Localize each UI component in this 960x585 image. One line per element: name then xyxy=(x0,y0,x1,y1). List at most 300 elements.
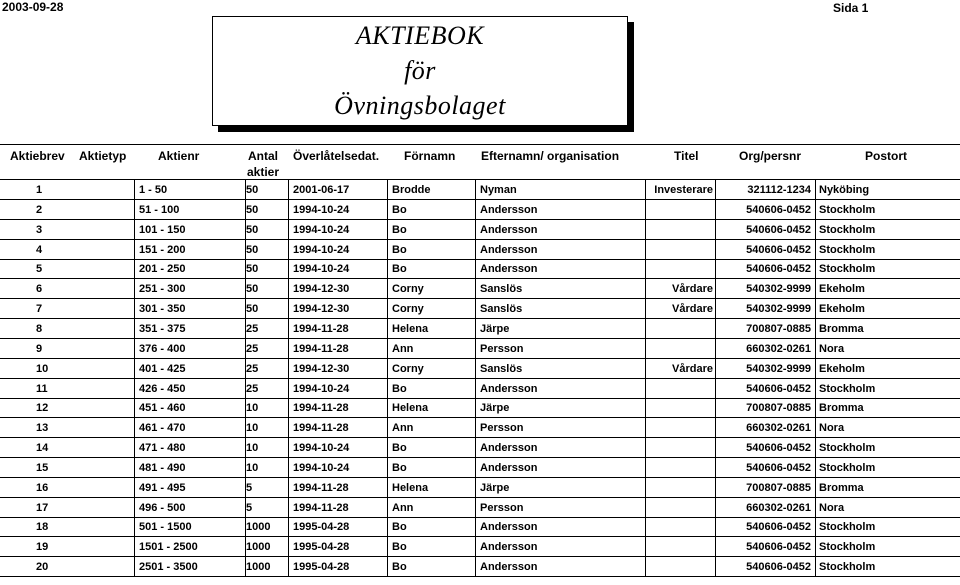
cell-antal: 10 xyxy=(246,461,259,474)
column-rule xyxy=(645,240,646,260)
cell-postort: Nora xyxy=(819,501,845,514)
cell-aktiebrev: 14 xyxy=(36,442,49,455)
cell-datum: 1994-11-28 xyxy=(293,422,349,435)
column-rule xyxy=(815,279,816,299)
column-rule xyxy=(815,240,816,260)
cell-aktienr: 426 - 450 xyxy=(139,382,186,395)
column-rule xyxy=(245,418,246,438)
cell-datum: 1994-11-28 xyxy=(293,322,349,335)
cell-orgnr: 540606-0452 xyxy=(746,382,811,395)
column-rule xyxy=(715,359,716,379)
cell-aktienr: 251 - 300 xyxy=(139,283,186,296)
column-rule xyxy=(245,458,246,478)
col-efternamn: Efternamn/ organisation xyxy=(481,149,620,163)
cell-efternamn: Järpe xyxy=(480,322,510,335)
cell-orgnr: 540606-0452 xyxy=(746,541,811,554)
column-rule xyxy=(245,478,246,498)
column-rule xyxy=(387,498,388,518)
cell-datum: 1994-10-24 xyxy=(293,243,350,256)
cell-fornamn: Bo xyxy=(392,442,407,455)
cell-efternamn: Sanslös xyxy=(480,303,523,316)
cell-aktiebrev: 8 xyxy=(36,322,43,335)
column-rule xyxy=(288,478,289,498)
column-rule xyxy=(387,557,388,577)
cell-orgnr: 660302-0261 xyxy=(746,342,811,355)
cell-aktienr: 461 - 470 xyxy=(139,422,186,435)
cell-antal: 1000 xyxy=(246,541,271,554)
col-overlatelsedat: Överlåtelsedat. xyxy=(293,149,380,163)
cell-efternamn: Sanslös xyxy=(480,362,523,375)
header-bottom-rule xyxy=(0,179,960,180)
row-rule xyxy=(0,239,960,240)
cell-orgnr: 540606-0452 xyxy=(746,561,811,574)
cell-datum: 1994-10-24 xyxy=(293,263,350,276)
cell-titel: Vårdare xyxy=(672,283,713,296)
column-rule xyxy=(715,478,716,498)
column-rule xyxy=(715,220,716,240)
cell-orgnr: 660302-0261 xyxy=(746,501,811,514)
cell-aktienr: 301 - 350 xyxy=(139,303,186,316)
cell-antal: 1000 xyxy=(246,561,271,574)
column-rule xyxy=(288,180,289,200)
column-rule xyxy=(134,200,135,220)
column-rule xyxy=(815,259,816,279)
col-aktienr: Aktienr xyxy=(158,149,200,163)
cell-fornamn: Corny xyxy=(392,362,424,375)
column-rule xyxy=(387,299,388,319)
cell-efternamn: Andersson xyxy=(480,382,538,395)
cell-postort: Ekeholm xyxy=(819,303,865,316)
row-rule xyxy=(0,576,960,577)
cell-postort: Bromma xyxy=(819,481,864,494)
column-rule xyxy=(815,537,816,557)
column-rule xyxy=(288,259,289,279)
cell-datum: 1994-10-24 xyxy=(293,442,350,455)
column-rule xyxy=(645,180,646,200)
cell-postort: Bromma xyxy=(819,322,864,335)
column-rule xyxy=(645,220,646,240)
cell-postort: Stockholm xyxy=(819,203,876,216)
cell-aktienr: 376 - 400 xyxy=(139,342,186,355)
column-rule xyxy=(288,557,289,577)
cell-antal: 10 xyxy=(246,422,259,435)
column-rule xyxy=(387,537,388,557)
cell-efternamn: Andersson xyxy=(480,442,538,455)
cell-postort: Bromma xyxy=(819,402,864,415)
column-rule xyxy=(475,299,476,319)
cell-orgnr: 540606-0452 xyxy=(746,521,811,534)
column-rule xyxy=(245,279,246,299)
column-rule xyxy=(288,418,289,438)
cell-aktienr: 401 - 425 xyxy=(139,362,186,375)
row-rule xyxy=(0,556,960,557)
column-rule xyxy=(387,259,388,279)
column-rule xyxy=(387,279,388,299)
cell-orgnr: 540302-9999 xyxy=(746,362,811,375)
column-rule xyxy=(245,438,246,458)
column-rule xyxy=(475,339,476,359)
col-antal-aktier xyxy=(240,148,286,180)
column-rule xyxy=(815,379,816,399)
cell-aktiebrev: 7 xyxy=(36,303,43,316)
column-rule xyxy=(387,359,388,379)
row-rule xyxy=(0,298,960,299)
row-rule xyxy=(0,338,960,339)
cell-orgnr: 700807-0885 xyxy=(746,322,811,335)
cell-orgnr: 660302-0261 xyxy=(746,422,811,435)
cell-fornamn: Bo xyxy=(392,382,407,395)
column-rule xyxy=(134,458,135,478)
cell-aktiebrev: 10 xyxy=(36,362,49,375)
column-rule xyxy=(715,240,716,260)
column-rule xyxy=(245,517,246,537)
column-rule xyxy=(475,498,476,518)
column-rule xyxy=(645,359,646,379)
cell-fornamn: Brodde xyxy=(392,184,431,196)
cell-aktiebrev: 6 xyxy=(36,283,43,296)
column-rule xyxy=(288,240,289,260)
cell-fornamn: Ann xyxy=(392,422,414,435)
cell-aktienr: 201 - 250 xyxy=(139,263,186,276)
column-rule xyxy=(288,498,289,518)
column-rule xyxy=(134,299,135,319)
cell-orgnr: 540606-0452 xyxy=(746,223,811,236)
cell-aktiebrev: 18 xyxy=(36,521,49,534)
cell-antal: 1000 xyxy=(246,521,271,534)
column-rule xyxy=(387,220,388,240)
column-rule xyxy=(645,279,646,299)
column-rule xyxy=(815,517,816,537)
cell-efternamn: Persson xyxy=(480,342,524,355)
cell-aktiebrev: 19 xyxy=(36,541,49,554)
column-rule xyxy=(815,359,816,379)
cell-aktienr: 1501 - 2500 xyxy=(139,541,198,554)
cell-datum: 1995-04-28 xyxy=(293,561,350,574)
cell-aktiebrev: 3 xyxy=(36,223,43,236)
cell-antal: 50 xyxy=(246,283,259,296)
column-rule xyxy=(475,359,476,379)
column-rule xyxy=(475,220,476,240)
column-rule xyxy=(134,379,135,399)
column-rule xyxy=(815,220,816,240)
cell-fornamn: Bo xyxy=(392,223,407,236)
column-rule xyxy=(815,438,816,458)
cell-datum: 1994-11-28 xyxy=(293,402,349,415)
column-rule xyxy=(815,200,816,220)
cell-orgnr: 700807-0885 xyxy=(746,481,811,494)
col-titel: Titel xyxy=(674,149,699,163)
cell-fornamn: Bo xyxy=(392,263,407,276)
column-rule xyxy=(134,339,135,359)
column-rule xyxy=(245,319,246,339)
column-rule xyxy=(815,299,816,319)
column-rule xyxy=(645,478,646,498)
cell-fornamn: Corny xyxy=(392,283,424,296)
cell-aktiebrev: 13 xyxy=(36,422,49,435)
column-rule xyxy=(475,379,476,399)
column-rule xyxy=(475,279,476,299)
column-rule xyxy=(715,200,716,220)
column-rule xyxy=(134,359,135,379)
cell-fornamn: Helena xyxy=(392,402,429,415)
column-rule xyxy=(387,478,388,498)
cell-aktienr: 351 - 375 xyxy=(139,322,186,335)
cell-antal: 25 xyxy=(246,342,259,355)
cell-antal: 5 xyxy=(246,481,253,494)
cell-titel: Vårdare xyxy=(672,362,713,375)
row-rule xyxy=(0,278,960,279)
column-rule xyxy=(645,200,646,220)
cell-datum: 1994-10-24 xyxy=(293,223,350,236)
column-rule xyxy=(134,319,135,339)
column-rule xyxy=(715,279,716,299)
cell-datum: 1994-11-28 xyxy=(293,501,349,514)
column-rule xyxy=(645,398,646,418)
column-rule xyxy=(475,557,476,577)
cell-aktiebrev: 11 xyxy=(36,382,48,395)
column-rule xyxy=(645,557,646,577)
column-rule xyxy=(387,438,388,458)
cell-postort: Nora xyxy=(819,342,845,355)
column-rule xyxy=(134,478,135,498)
column-rule xyxy=(645,537,646,557)
cell-postort: Stockholm xyxy=(819,223,876,236)
row-rule xyxy=(0,457,960,458)
column-rule xyxy=(815,398,816,418)
cell-orgnr: 540606-0452 xyxy=(746,203,811,216)
cell-antal: 50 xyxy=(246,184,259,196)
cell-efternamn: Andersson xyxy=(480,223,538,236)
column-rule xyxy=(475,418,476,438)
column-rule xyxy=(815,319,816,339)
column-rule xyxy=(645,379,646,399)
cell-fornamn: Bo xyxy=(392,561,407,574)
column-rule xyxy=(715,339,716,359)
cell-postort: Ekeholm xyxy=(819,283,865,296)
cell-postort: Stockholm xyxy=(819,442,876,455)
cell-efternamn: Andersson xyxy=(480,263,538,276)
row-rule xyxy=(0,517,960,518)
cell-efternamn: Sanslös xyxy=(480,283,523,296)
column-rule xyxy=(387,180,388,200)
row-rule xyxy=(0,417,960,418)
cell-aktienr: 481 - 490 xyxy=(139,461,186,474)
cell-orgnr: 540606-0452 xyxy=(746,243,811,256)
cell-datum: 1994-12-30 xyxy=(293,303,350,316)
column-rule xyxy=(245,299,246,319)
cell-antal: 25 xyxy=(246,382,259,395)
cell-antal: 50 xyxy=(246,243,259,256)
row-rule xyxy=(0,219,960,220)
cell-aktienr: 496 - 500 xyxy=(139,501,186,514)
cell-antal: 50 xyxy=(246,223,259,236)
column-rule xyxy=(715,398,716,418)
cell-aktienr: 151 - 200 xyxy=(139,243,186,256)
title-line-2: för xyxy=(404,56,436,85)
column-rule xyxy=(387,398,388,418)
cell-aktienr: 451 - 460 xyxy=(139,402,186,415)
column-rule xyxy=(245,220,246,240)
cell-aktienr: 2501 - 3500 xyxy=(139,561,198,574)
col-fornamn: Förnamn xyxy=(404,149,456,163)
column-rule xyxy=(475,478,476,498)
cell-efternamn: Järpe xyxy=(480,481,510,494)
cell-antal: 50 xyxy=(246,263,259,276)
column-rule xyxy=(645,458,646,478)
cell-orgnr: 540302-9999 xyxy=(746,283,811,296)
title-line-3: Övningsbolaget xyxy=(334,91,506,120)
column-rule xyxy=(475,259,476,279)
cell-antal: 5 xyxy=(246,501,253,514)
cell-fornamn: Helena xyxy=(392,481,429,494)
row-rule xyxy=(0,437,960,438)
cell-antal: 10 xyxy=(246,442,259,455)
cell-aktiebrev: 5 xyxy=(36,263,43,276)
column-rule xyxy=(134,557,135,577)
col-antal-line2: aktier xyxy=(246,165,280,179)
cell-fornamn: Bo xyxy=(392,203,407,216)
column-rule xyxy=(475,319,476,339)
cell-efternamn: Andersson xyxy=(480,521,538,534)
cell-antal: 25 xyxy=(246,322,259,335)
column-rule xyxy=(475,517,476,537)
column-rule xyxy=(288,299,289,319)
col-postort: Postort xyxy=(865,149,907,163)
cell-postort: Stockholm xyxy=(819,521,876,534)
column-rule xyxy=(245,557,246,577)
cell-efternamn: Andersson xyxy=(480,561,538,574)
column-rule xyxy=(134,498,135,518)
column-rule xyxy=(645,299,646,319)
title-box xyxy=(212,16,628,126)
column-rule xyxy=(134,438,135,458)
column-rule xyxy=(475,438,476,458)
cell-efternamn: Andersson xyxy=(480,541,538,554)
cell-orgnr: 700807-0885 xyxy=(746,402,811,415)
cell-datum: 2001-06-17 xyxy=(293,184,350,196)
column-rule xyxy=(245,537,246,557)
report-date: 2003-09-28 xyxy=(2,0,64,14)
column-rule xyxy=(387,339,388,359)
column-rule xyxy=(134,259,135,279)
column-rule xyxy=(245,398,246,418)
column-rule xyxy=(134,517,135,537)
column-rule xyxy=(387,418,388,438)
cell-aktiebrev: 4 xyxy=(36,243,43,256)
column-rule xyxy=(715,259,716,279)
column-rule xyxy=(288,359,289,379)
cell-datum: 1994-10-24 xyxy=(293,382,350,395)
cell-fornamn: Helena xyxy=(392,322,429,335)
column-rule xyxy=(387,319,388,339)
cell-datum: 1994-11-28 xyxy=(293,481,349,494)
cell-antal: 50 xyxy=(246,203,259,216)
column-rule xyxy=(715,517,716,537)
cell-fornamn: Bo xyxy=(392,541,407,554)
column-rule xyxy=(645,498,646,518)
column-rule xyxy=(815,498,816,518)
col-aktiebrev: Aktiebrev xyxy=(10,149,65,163)
row-rule xyxy=(0,497,960,498)
cell-efternamn: Nyman xyxy=(480,184,517,196)
cell-postort: Stockholm xyxy=(819,243,876,256)
col-orgnr: Org/persnr xyxy=(739,149,802,163)
row-rule xyxy=(0,398,960,399)
column-rule xyxy=(815,339,816,359)
cell-titel: Investerare xyxy=(654,184,713,196)
column-rule xyxy=(475,240,476,260)
column-rule xyxy=(134,240,135,260)
cell-fornamn: Corny xyxy=(392,303,424,316)
column-rule xyxy=(288,537,289,557)
cell-aktiebrev: 15 xyxy=(36,461,49,474)
column-rule xyxy=(134,279,135,299)
cell-postort: Nora xyxy=(819,422,845,435)
col-aktietyp: Aktietyp xyxy=(79,149,127,163)
column-rule xyxy=(715,299,716,319)
column-rule xyxy=(715,458,716,478)
title-line-1: AKTIEBOK xyxy=(355,21,485,50)
cell-antal: 10 xyxy=(246,402,259,415)
cell-postort: Stockholm xyxy=(819,263,876,276)
column-rule xyxy=(245,240,246,260)
row-rule xyxy=(0,378,960,379)
cell-aktiebrev: 12 xyxy=(36,402,49,415)
cell-datum: 1995-04-28 xyxy=(293,521,350,534)
cell-fornamn: Ann xyxy=(392,501,414,514)
column-rule xyxy=(715,438,716,458)
cell-datum: 1995-04-28 xyxy=(293,541,350,554)
column-rule xyxy=(815,557,816,577)
cell-fornamn: Ann xyxy=(392,342,414,355)
cell-postort: Stockholm xyxy=(819,541,876,554)
column-rule xyxy=(475,398,476,418)
column-rule xyxy=(475,180,476,200)
column-rule xyxy=(387,458,388,478)
cell-postort: Nyköbing xyxy=(819,184,870,196)
cell-datum: 1994-10-24 xyxy=(293,203,350,216)
column-rule xyxy=(815,418,816,438)
column-rule xyxy=(645,259,646,279)
column-rule xyxy=(288,319,289,339)
cell-postort: Ekeholm xyxy=(819,362,865,375)
column-rule xyxy=(815,478,816,498)
column-rule xyxy=(475,200,476,220)
cell-datum: 1994-12-30 xyxy=(293,362,350,375)
cell-aktienr: 501 - 1500 xyxy=(139,521,192,534)
cell-orgnr: 540606-0452 xyxy=(746,442,811,455)
cell-aktiebrev: 20 xyxy=(36,561,49,574)
column-rule xyxy=(715,557,716,577)
column-rule xyxy=(645,418,646,438)
header-top-rule xyxy=(0,144,960,145)
column-rule xyxy=(715,418,716,438)
column-rule xyxy=(715,319,716,339)
cell-aktiebrev: 17 xyxy=(36,501,49,514)
cell-aktiebrev: 16 xyxy=(36,481,49,494)
cell-datum: 1994-10-24 xyxy=(293,461,350,474)
cell-fornamn: Bo xyxy=(392,243,407,256)
column-rule xyxy=(134,537,135,557)
cell-orgnr: 540606-0452 xyxy=(746,263,811,276)
cell-datum: 1994-11-28 xyxy=(293,342,349,355)
column-rule xyxy=(288,398,289,418)
row-rule xyxy=(0,536,960,537)
cell-datum: 1994-12-30 xyxy=(293,283,350,296)
row-rule xyxy=(0,358,960,359)
column-rule xyxy=(815,458,816,478)
cell-orgnr: 540606-0452 xyxy=(746,461,811,474)
